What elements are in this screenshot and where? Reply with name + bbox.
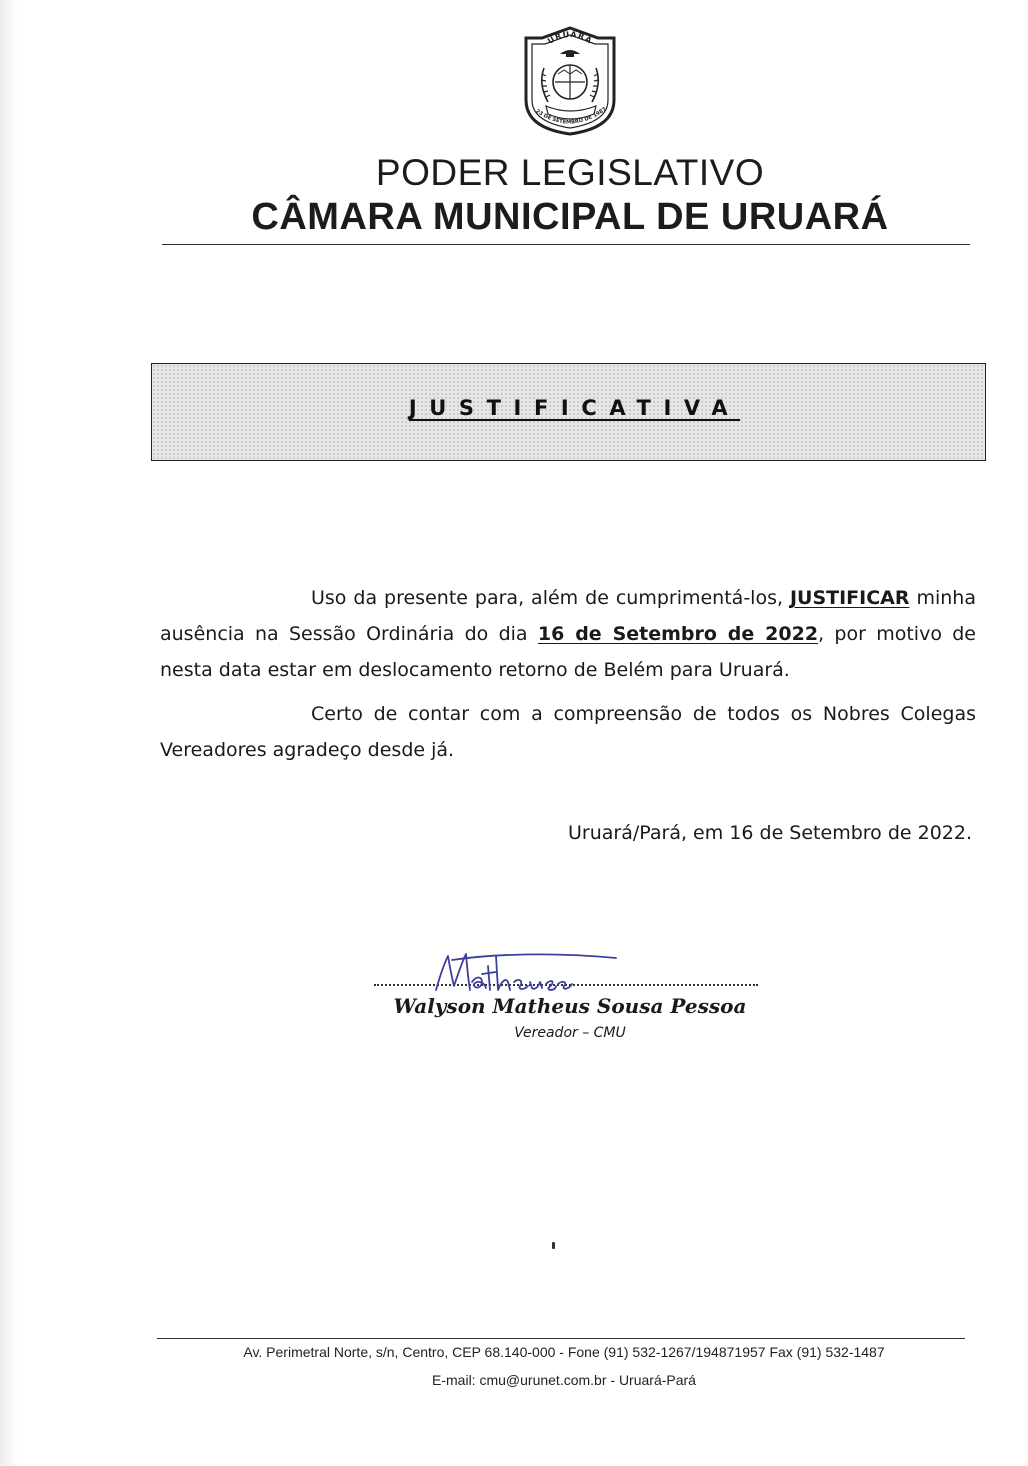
body-text-segment: Uso da presente para, além de cumprimentá-los, bbox=[311, 587, 790, 609]
body-text-segment: minha ausência na Sessão Ordinária do dia bbox=[160, 587, 976, 645]
footer-email: E-mail: cmu@urunet.com.br - Uruará-Pará bbox=[432, 1372, 696, 1388]
body-paragraph-1 bbox=[160, 580, 976, 688]
highlight-session-date: 16 de Setembro de 2022 bbox=[537, 623, 819, 645]
document-title: JUSTIFICATIVA bbox=[408, 396, 741, 420]
header-org-line1: PODER LEGISLATIVO bbox=[375, 152, 765, 193]
header-org-line2: CÂMARA MUNICIPAL DE URUARÁ bbox=[251, 196, 889, 238]
footer-address: Av. Perimetral Norte, s/n, Centro, CEP 68.140-000 - Fone (91) 532-1267/194871957 Fax (91) 532-1487 bbox=[243, 1344, 885, 1360]
body-paragraph-2 bbox=[160, 696, 976, 768]
municipal-seal-icon bbox=[514, 24, 626, 136]
body-text-segment: , por motivo de nesta data estar em deslocamento retorno de Belém para Uruará. bbox=[160, 623, 976, 681]
scan-artifact bbox=[552, 1242, 555, 1249]
svg-text:Matheus: Matheus bbox=[432, 946, 437, 947]
scan-edge-shadow bbox=[0, 0, 18, 1466]
svg-text:23 DE SETEMBRO DE 1987: 23 DE SETEMBRO DE 1987 bbox=[534, 106, 608, 126]
place-date-line: Uruará/Pará, em 16 de Setembro de 2022. bbox=[568, 822, 972, 844]
footer-divider bbox=[157, 1338, 965, 1339]
body-paragraph-2-text: Certo de contar com a compreensão de todos os Nobres Colegas Vereadores agradeço desde já. bbox=[160, 703, 976, 761]
signer-name: Walyson Matheus Sousa Pessoa bbox=[393, 994, 747, 1018]
svg-text:URUARÁ: URUARÁ bbox=[545, 29, 595, 46]
document-title-box bbox=[151, 363, 986, 461]
handwritten-signature-icon bbox=[432, 946, 622, 998]
header-divider bbox=[162, 244, 970, 245]
highlight-justificar: JUSTIFICAR bbox=[789, 587, 910, 609]
signer-role: Vereador – CMU bbox=[514, 1025, 626, 1041]
